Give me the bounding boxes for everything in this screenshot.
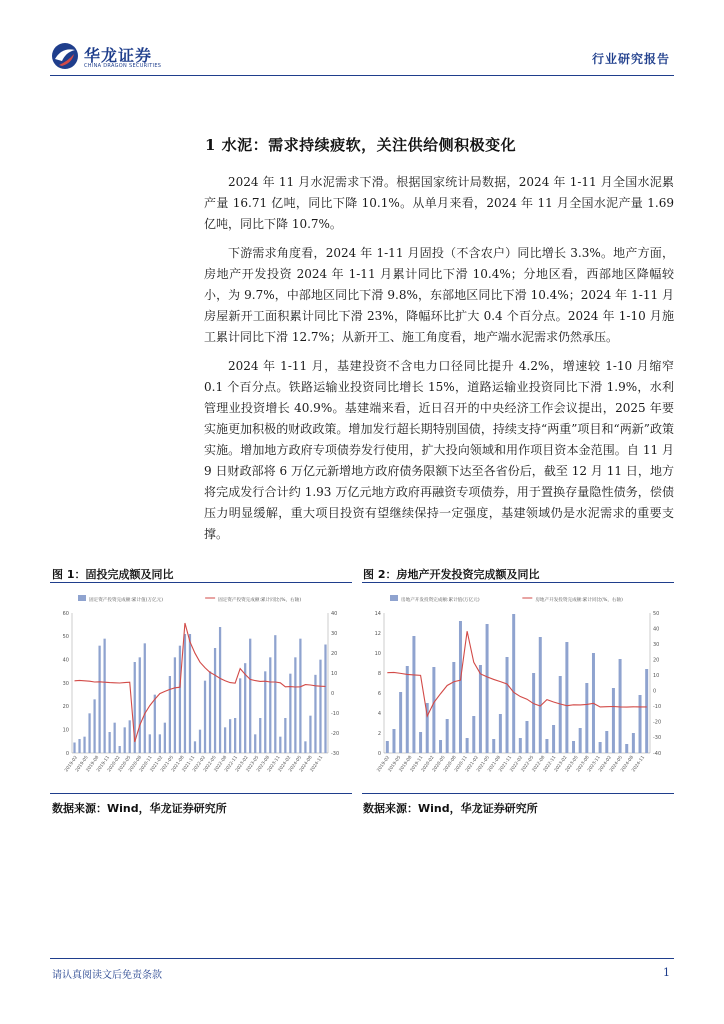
chart-bar [129, 720, 131, 753]
chart-bar [289, 674, 291, 753]
x-tick: 2023-02 [553, 755, 569, 774]
x-tick: 2023-02 [235, 755, 250, 774]
x-tick: 2022-11 [224, 755, 239, 774]
x-tick: 2024-08 [299, 755, 314, 774]
chart-bar [224, 727, 226, 753]
chart-bar [254, 734, 256, 753]
chart-bar [199, 730, 201, 753]
chart-bar [88, 713, 90, 753]
chart-bar [294, 657, 296, 753]
y-tick-right: 10 [653, 673, 660, 680]
chart-bar [139, 657, 141, 753]
x-tick: 2023-05 [564, 755, 580, 774]
chart-bar [486, 624, 489, 753]
legend-label-line: 固定资产投资完成额:累计同比(%，右轴) [218, 598, 302, 603]
y-tick-right: -20 [653, 719, 662, 726]
x-tick: 2020-02 [107, 755, 122, 774]
x-tick: 2020-11 [139, 755, 154, 774]
chart-bar [284, 718, 286, 753]
x-tick: 2021-11 [498, 755, 514, 774]
brand-logo-icon [50, 41, 80, 71]
chart-bar [249, 639, 251, 753]
chart-bar [109, 732, 111, 753]
chart-bar [259, 718, 261, 753]
x-tick: 2022-11 [542, 755, 558, 774]
x-tick: 2019-08 [398, 755, 414, 774]
x-tick: 2022-02 [192, 755, 207, 774]
chart-bar [159, 734, 161, 753]
chart-bar [169, 676, 171, 753]
figure-1-title: 图 1：固投完成额及同比 [52, 568, 174, 581]
legend-swatch-bar [78, 595, 86, 601]
page-number: 1 [663, 966, 670, 979]
chart-bar [392, 729, 395, 753]
chart-bar [209, 671, 211, 753]
x-tick: 2020-02 [420, 755, 436, 774]
chart-bar [419, 732, 422, 753]
x-tick: 2020-08 [128, 755, 143, 774]
y-tick-left: 6 [377, 690, 381, 697]
chart-bar [386, 741, 389, 753]
figure-1-divider [50, 582, 352, 583]
x-tick: 2020-08 [443, 755, 458, 774]
x-tick: 2023-11 [587, 755, 602, 774]
chart-bar [439, 740, 442, 753]
chart-bar [572, 741, 575, 753]
chart-bar [204, 681, 206, 753]
chart-bar [319, 660, 321, 753]
chart-bar [144, 643, 146, 753]
x-tick: 2021-08 [171, 755, 186, 774]
chart-bar [519, 738, 522, 753]
x-tick: 2020-05 [431, 755, 447, 774]
chart-bar [149, 734, 151, 753]
chart-bar [73, 743, 75, 754]
chart-bar [78, 739, 80, 753]
chart-bar [103, 639, 105, 753]
x-tick: 2019-02 [64, 755, 79, 774]
footer-divider [50, 958, 674, 959]
chart-bar [83, 737, 85, 753]
y-tick-right: 40 [331, 610, 338, 617]
x-tick: 2021-05 [160, 755, 175, 774]
chart-bar [525, 721, 528, 753]
y-tick-right: 30 [331, 630, 338, 637]
x-tick: 2019-05 [387, 755, 403, 774]
figure-2-title: 图 2：房地产开发投资完成额及同比 [363, 568, 540, 581]
y-tick-left: 4 [377, 710, 381, 717]
chart-bar [93, 699, 95, 753]
chart-bar [299, 639, 301, 753]
x-tick: 2022-08 [213, 755, 229, 774]
chart-legend [78, 595, 301, 603]
chart-bar [314, 675, 316, 753]
chart-bar [406, 666, 409, 753]
y-tick-right: 10 [331, 670, 338, 677]
y-tick-right: -20 [331, 730, 340, 737]
chart-bar [479, 665, 482, 753]
x-tick: 2022-05 [203, 755, 218, 774]
figure-1-bottom-divider [50, 793, 352, 794]
paragraph: 2024 年 11 月水泥需求下滑。根据国家统计局数据，2024 年 1-11 月全国水泥累产量 16.71 亿吨，同比下降 10.1%。从单月来看，2024 年 11 月全国水泥产量 1.69 亿吨，同比下降 10.7%。 [204, 175, 674, 231]
chart-bar [432, 667, 435, 753]
y-tick-right: -10 [653, 704, 662, 711]
chart-bar [605, 731, 608, 753]
chart-bar [219, 627, 221, 753]
y-tick-left: 10 [374, 650, 381, 657]
chart-bar [264, 671, 266, 753]
chart-bar [472, 716, 475, 753]
chart-bar [189, 634, 191, 753]
x-tick: 2022-08 [531, 755, 547, 774]
legend-label-bar: 房地产开发投资完成额:累计值(万亿元) [401, 598, 480, 603]
chart-bar [274, 635, 276, 753]
chart-bar [399, 692, 402, 753]
x-tick: 2019-02 [376, 755, 392, 774]
y-tick-left: 0 [377, 750, 381, 757]
chart-bar [632, 733, 635, 753]
y-tick-left: 20 [62, 704, 69, 711]
chart-bar [585, 683, 588, 753]
chart-bar [269, 657, 271, 753]
body-text [204, 172, 674, 553]
chart-bar [279, 737, 281, 753]
chart-bar [214, 648, 216, 753]
figure-2-divider [362, 582, 674, 583]
chart-bar [124, 727, 126, 753]
figure-2-source: 数据来源：Wind，华龙证券研究所 [363, 802, 538, 815]
chart-bar [619, 659, 622, 753]
chart-bar [599, 742, 602, 753]
y-tick-right: 20 [331, 650, 338, 657]
chart-bar [625, 744, 628, 753]
chart-bar [466, 738, 469, 753]
brand-name: 华龙证券 [84, 46, 153, 65]
chart-bar [539, 637, 542, 753]
chart-real-estate-investment [362, 585, 674, 791]
chart-bar [194, 741, 196, 753]
chart-bar [499, 714, 502, 753]
y-tick-left: 10 [62, 727, 69, 734]
chart-bar [119, 746, 121, 753]
chart-yoy-line [75, 623, 326, 742]
x-tick: 2019-05 [75, 755, 90, 774]
x-tick: 2023-08 [256, 755, 271, 774]
chart-bar [234, 718, 236, 753]
chart-bar [304, 741, 306, 753]
y-tick-right: 20 [653, 657, 660, 664]
y-tick-right: -40 [653, 750, 662, 757]
chart-bar [459, 621, 462, 753]
chart-legend [390, 595, 623, 603]
y-tick-left: 14 [374, 610, 381, 617]
y-tick-right: -30 [653, 735, 662, 742]
y-tick-right: 50 [653, 610, 660, 617]
chart-bar [179, 646, 181, 753]
y-tick-left: 30 [62, 680, 69, 687]
page-header [0, 0, 724, 76]
x-tick: 2021-08 [487, 755, 503, 774]
chart-bar [164, 723, 166, 753]
chart-bar [545, 739, 548, 753]
chart-bar [579, 728, 582, 753]
x-tick: 2020-11 [454, 755, 469, 774]
header-divider [50, 75, 674, 76]
paragraph: 2024 年 1-11 月，基建投资不含电力口径同比提升 4.2%，增速较 1-10 月缩窄 0.1 个百分点。铁路运输业投资同比增长 15%，道路运输业投资同比下滑 1.9%，水利管理业投资增长 40.9%。基建端来看，近日召开的中央经济工作会议提出，2025 年要实施更加积极的财政政策。增加发行超长期特别国债，持续支持“两重”项目和“两新”政策实施。增加地方政府专项债券发行使用，扩大投向领域和用作项目资本金范围。自 11 月 9 日财政部将 6 万亿元新增地方政府债务限额下达至各省份后，截至 12 月 11 日，地方将完成发行合计约 1.93 万亿元地方政府再融资专项债券，用于置换存量隐性债务，偿债压力明显缓解，重大项目投资有望继续保持一定强度，基建领域仍是水泥需求的重要支撑。 [204, 359, 674, 541]
chart-bar [412, 636, 415, 753]
y-tick-left: 50 [62, 634, 69, 641]
x-tick: 2019-11 [96, 755, 111, 774]
chart-bar [452, 662, 455, 753]
chart-bar [559, 676, 562, 753]
y-tick-left: 8 [377, 670, 381, 677]
x-tick: 2019-11 [409, 755, 425, 774]
x-tick: 2019-08 [85, 755, 101, 774]
y-tick-left: 12 [374, 630, 381, 637]
x-tick: 2024-11 [309, 755, 325, 774]
legend-swatch-bar [390, 595, 398, 601]
chart-bar [446, 719, 449, 753]
chart-bar [512, 614, 515, 753]
legend-label-bar: 固定资产投资完成额:累计值(万亿元) [89, 598, 164, 603]
y-tick-right: -30 [331, 750, 340, 757]
chart-bar [239, 678, 241, 753]
chart-bar [552, 725, 555, 753]
y-tick-right: 0 [331, 690, 335, 697]
x-tick: 2024-11 [631, 755, 647, 774]
x-tick: 2023-05 [245, 755, 261, 774]
x-tick: 2022-02 [509, 755, 525, 774]
chart-bar [645, 669, 648, 753]
chart-bar [324, 645, 326, 754]
report-type: 行业研究报告 [591, 52, 670, 66]
paragraph: 下游需求角度看，2024 年 1-11 月固投（不含农户）同比增长 3.3%。地产方面，房地产开发投资 2024 年 1-11 月累计同比下滑 10.4%；分地区看，西部地区降幅较小，为 9.7%，中部地区同比下滑 9.8%，东部地区同比下滑 10.4%；2024 年 1-11 月房屋新开工面积累计同比下滑 23%，降幅环比扩大 0.4 个百分点。2024 年 1-10 月施工累计同比下滑 12.7%；从新开工、施工角度看，地产端水泥需求仍然承压。 [204, 246, 674, 344]
y-tick-right: 0 [653, 688, 657, 695]
chart-bar [639, 695, 642, 753]
x-tick: 2021-05 [476, 755, 491, 774]
chart-bar [565, 642, 568, 753]
y-tick-right: -10 [331, 710, 340, 717]
figure-2-bottom-divider [362, 793, 674, 794]
figure-1-source: 数据来源：Wind，华龙证券研究所 [52, 802, 227, 815]
chart-bar [114, 723, 116, 753]
x-tick: 2021-02 [465, 755, 480, 774]
chart-bar [174, 657, 176, 753]
chart-bar [184, 634, 186, 753]
chart-bar [244, 663, 246, 753]
chart-bar [154, 695, 156, 753]
chart-bar [98, 646, 100, 753]
y-tick-left: 2 [377, 730, 381, 737]
x-tick: 2021-11 [181, 755, 197, 774]
y-tick-left: 60 [62, 610, 69, 617]
chart-bar [532, 673, 535, 753]
x-tick: 2023-11 [267, 755, 282, 774]
x-tick: 2024-05 [609, 755, 624, 774]
y-tick-right: 30 [653, 641, 660, 648]
y-tick-left: 40 [62, 657, 69, 664]
chart-bar [506, 657, 509, 753]
chart-bar [612, 688, 615, 753]
chart-bar [309, 716, 311, 753]
x-tick: 2022-05 [520, 755, 536, 774]
disclaimer-note: 请认真阅读文后免责条款 [52, 970, 162, 981]
chart-fixed-asset-investment [50, 585, 352, 791]
chart-bar [229, 719, 231, 753]
section-title: 1 水泥：需求持续疲软，关注供给侧积极变化 [205, 136, 517, 154]
x-tick: 2021-02 [149, 755, 165, 774]
brand-name-en: CHINA DRAGON SECURITIES [84, 63, 162, 69]
chart-bar [492, 739, 495, 753]
y-tick-right: 40 [653, 626, 660, 633]
legend-label-line: 房地产开发投资完成额:累计同比(%，右轴) [535, 598, 623, 603]
x-tick: 2020-05 [117, 755, 133, 774]
x-tick: 2023-08 [576, 755, 591, 774]
y-tick-left: 0 [65, 750, 69, 757]
x-tick: 2024-02 [277, 755, 293, 774]
x-tick: 2024-05 [288, 755, 303, 774]
x-tick: 2024-08 [620, 755, 636, 774]
x-tick: 2024-02 [598, 755, 613, 774]
